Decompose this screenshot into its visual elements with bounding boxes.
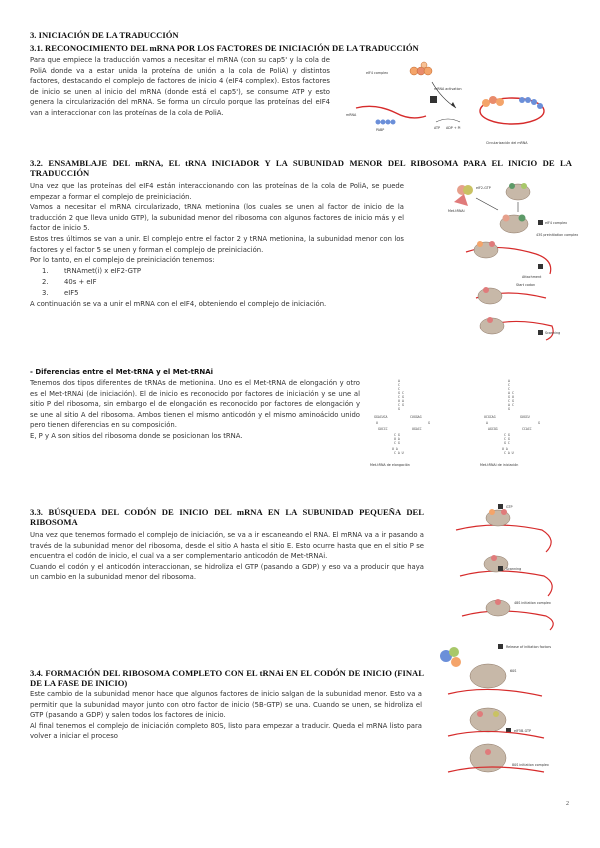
svg-text:C G: C G <box>394 441 400 445</box>
svg-text:C G: C G <box>504 437 510 441</box>
diff-body <box>30 378 360 442</box>
fig2-label-eif2: eIF2-GTP <box>476 186 491 190</box>
svg-text:A: A <box>508 403 510 407</box>
svg-text:G: G <box>508 395 510 399</box>
fig5-label-eif5b: eIF5B-GTP <box>514 729 532 733</box>
svg-text:G: G <box>398 391 400 395</box>
mrna-strand <box>448 689 542 696</box>
diff-subtitle: - Diferencias entre el Met-tRNA y el Met-tRNAi <box>30 368 214 376</box>
section-3-1-text: Para que empiece la traducción vamos a necesitar el mRNA (con su cap5' y la cola de PoliA donde va a estar unida la proteína de unión a la cola de PoliA) y distintos factores, destacando el complejo de factores de inicio 4 (eIF4 complex). Estos factores de inicio se unen al inicio del mRNA (donde está el cap5'), se consume ATP y esto genera la circularización del mRNA. Se forma un círculo porque las proteínas del eIF4 van a interaccionar con las proteínas de la cola de PoliA. <box>30 56 330 117</box>
svg-text:C: C <box>402 391 404 395</box>
svg-text:GUGCU: GUGCU <box>520 415 530 419</box>
page-number: 2 <box>566 801 569 807</box>
svg-text:C G: C G <box>394 433 400 437</box>
list-item: 1. tRNAmet(i) x eIF2-GTP <box>42 266 142 275</box>
large-subunit-icon <box>470 664 506 688</box>
fig2-label-start: Start codon <box>516 283 536 287</box>
svg-text:C: C <box>398 403 400 407</box>
eif4-complex-icon <box>410 62 432 75</box>
eif2-gtp-icon <box>457 185 473 195</box>
pabp-icon-right <box>519 97 543 109</box>
svg-text:U A: U A <box>502 447 508 451</box>
step-badge <box>538 220 543 225</box>
svg-text:U A: U A <box>394 437 400 441</box>
mrna-strand-left <box>356 106 426 118</box>
complex-attached-icon <box>474 241 498 258</box>
svg-text:A: A <box>402 399 404 403</box>
mrna-strand-2 <box>460 571 552 596</box>
svg-text:AGCGG: AGCGG <box>488 427 498 431</box>
svg-text:GUCCC: GUCCC <box>378 427 388 431</box>
fig4-label-scanning: Scanning <box>506 567 522 571</box>
fig1-label-mrna: mRNA <box>346 113 357 117</box>
list-item: 2. 40s + eIF <box>42 277 97 286</box>
section-3-3-body <box>30 530 424 583</box>
complex-scan-1-icon <box>486 509 510 526</box>
fig1-label-atp: ATP <box>434 126 441 130</box>
svg-text:G: G <box>402 395 404 399</box>
step-badge <box>538 330 543 335</box>
small-subunit-icon <box>506 183 530 200</box>
svg-text:U: U <box>398 399 400 403</box>
fig1-label-activation: mRNA activation <box>434 87 462 91</box>
svg-text:A: A <box>508 379 510 383</box>
fig1-label-pabp: PABP <box>376 128 385 132</box>
fig5-label-release: Release of initiation factors <box>506 645 552 649</box>
svg-text:U A: U A <box>392 447 398 451</box>
fig1-label-eif4: eIF4 complex <box>366 71 389 75</box>
svg-text:C: C <box>508 387 510 391</box>
figure-scanning <box>446 500 572 632</box>
section-3-3-title: 3.3. BÚSQUEDA DEL CODÓN DE INICIO DEL mRNA EN LA SUBUNIDAD PEQUEÑA DEL RIBOSOMA <box>30 507 424 527</box>
mrna-strand-3 <box>462 611 553 630</box>
pabp-icon-left <box>376 120 396 125</box>
svg-text:C: C <box>512 391 514 395</box>
section-3-2-p2: Vamos a necesitar el mRNA circularizado, tRNA metionina (los cuales se unen al factor de inicio de la traducción 2 que lleva unido GTP), la subunidad menor del ribosoma con algunos factores de inicio más y el factor de inicio 5. <box>30 203 404 233</box>
svg-text:UGACC: UGACC <box>412 427 422 431</box>
fig5-label-60s: 60S <box>510 669 517 673</box>
section-3-4-title: 3.4. FORMACIÓN DEL RIBOSOMA COMPLETO CON EL tRNAi EN EL CODÓN DE INICIO (FINAL DE LA FASE DE INICIO) <box>30 668 424 688</box>
svg-text:C A U: C A U <box>504 451 514 455</box>
complex-43s-icon <box>500 215 528 234</box>
figure-mrna-circularization <box>336 58 572 150</box>
chapter-heading: 3. INICIACIÓN DE LA TRADUCCIÓN <box>30 30 179 40</box>
eif4-bound-icon <box>482 96 504 107</box>
svg-text:C: C <box>508 383 510 387</box>
section-3-2-p3: Estos tres últimos se van a unir. El complejo entre el factor 2 y tRNA metionina, la subunidad menor con los factores y el factor 5 se unen y forman el complejo de preiniciación. <box>30 234 404 254</box>
svg-text:G C: G C <box>504 441 510 445</box>
preinitiation-list <box>42 266 404 300</box>
section-3-2-body <box>30 181 404 310</box>
arrow-a <box>476 198 498 210</box>
fig2-label-attachment: Attachment <box>522 275 542 279</box>
complex-final-icon <box>480 317 504 334</box>
svg-text:G: G <box>398 407 400 411</box>
complex-scan-2-icon <box>484 555 508 572</box>
svg-text:C: C <box>512 403 514 407</box>
svg-text:A: A <box>398 379 400 383</box>
atp-arrow <box>436 119 460 122</box>
svg-text:C: C <box>508 399 510 403</box>
svg-text:CUGGAG: CUGGAG <box>410 415 422 419</box>
diff-text: Tenemos dos tipos diferentes de tRNAs de metionina. Uno es el Met-tRNA de elongación y otro es el Met-tRNAi (de iniciación). El de inicio es reconocido por factores de iniciación y se une al sitio P del ribosoma, sin embargo el de elongación es reconocido por factores de elongación y se une al sitio A del ribosoma. Ambos tienen el mismo anticodón y el mismo aminoácido unido pero tienen diferencias en su composición. <box>30 379 360 430</box>
svg-text:G: G <box>428 421 430 425</box>
arrowhead <box>451 102 456 108</box>
step-badge <box>498 644 503 649</box>
released-factors-icon <box>440 647 461 667</box>
svg-text:U: U <box>512 395 514 399</box>
step-badge <box>538 264 543 269</box>
section-3-4-body <box>30 689 422 742</box>
section-3-1-title: 3.1. RECONOCIMIENTO DEL mRNA POR LOS FACTORES DE INICIACIÓN DE LA TRADUCCIÓN <box>30 43 419 53</box>
trna-elongation-caption: Met-tRNA de elongación <box>370 463 410 467</box>
section-3-2-p5: A continuación se va a unir el mRNA con el eIF4, obteniendo el complejo de iniciación. <box>30 300 327 309</box>
svg-text:G: G <box>508 407 510 411</box>
section-3-4-p1: Este cambio de la subunidad menor hace que algunos factores de inicio salgan de la subunidad menor. Esto va a permitir que la subunidad mayor junto con otro factor de inicio (5B-GTP) se una. Cuando se unen, se hidroliza el GTP (pasando a GDP) y salen todos los factores de inicio. <box>30 690 422 720</box>
trna-elongation-structure <box>374 379 430 455</box>
section-3-2-p4: Por lo tanto, en el complejo de preiniciación tenemos: <box>30 256 215 265</box>
section-3-2-title: 3.2. ENSAMBLAJE DEL mRNA, EL tRNA INICIADOR Y LA SUBUNIDAD MENOR DEL RIBOSOMA PARA EL INICIO DE LA TRADUCCIÓN <box>30 158 572 178</box>
step-badge <box>498 504 503 509</box>
fig4-label-48s: 48S initiation complex <box>514 601 551 605</box>
svg-text:C A U: C A U <box>394 451 404 455</box>
fig1-label-adp: ADP + Pi <box>446 126 461 130</box>
section-3-3-p1: Una vez que tenemos formado el complejo de iniciación, se va a ir escaneando el RNA. El mRNA va a ir pasando a través de la subunidad menor del ribosoma, desde el sitio A hasta el sitio E. Esto ocurre hasta que en el sitio P se encuentra el codón de inicio, el cual va a ser complementario anticodón de Met-tRNAi. <box>30 531 424 561</box>
svg-text:CCACC: CCACC <box>522 427 532 431</box>
complex-scanning-icon <box>478 287 502 304</box>
svg-text:G: G <box>512 399 514 403</box>
figure-preinitiation <box>446 180 579 348</box>
mrna-strand <box>456 525 551 552</box>
fig2-label-scan: Scanning <box>545 331 561 335</box>
svg-text:C G: C G <box>504 433 510 437</box>
svg-text:UCGCAG: UCGCAG <box>484 415 496 419</box>
svg-text:GGACUCA: GGACUCA <box>374 415 388 419</box>
list-item: 3. eIF5 <box>42 289 79 298</box>
svg-text:A: A <box>486 421 488 425</box>
figure-80s-ribosome <box>432 640 572 786</box>
figure-trna-structures <box>368 376 572 470</box>
svg-text:C: C <box>398 387 400 391</box>
met-trna-icon <box>454 194 468 206</box>
fig2-label-43s: 43S preinitiation complex <box>536 233 579 237</box>
svg-text:U: U <box>376 421 378 425</box>
complex-48s-icon <box>486 599 510 616</box>
fig4-label-gtp: GTP <box>506 505 513 509</box>
fig2-label-eif4: eIF4 complex <box>545 221 568 225</box>
step-badge <box>430 96 437 103</box>
svg-text:G: G <box>538 421 540 425</box>
section-3-2-p1: Una vez que las proteínas del eIF4 están interaccionando con las proteínas de la cola de PoliA, se puede empezar a formar el complejo de preiniciación. <box>30 182 404 201</box>
section-3-3-p2: Cuando el codón y el anticodón interaccionan, se hidroliza el GTP (pasando a GDP) y eso va a producir que haya un cambio en la subunidad menor del ribosoma. <box>30 562 424 582</box>
complex-assembly-icon <box>470 708 506 732</box>
fig5-label-80s: 80S initiation complex <box>512 763 549 767</box>
trna-initiator-structure <box>484 379 540 455</box>
svg-text:A: A <box>508 391 510 395</box>
section-3-4-p2: Al final tenemos el complejo de iniciación completo 80S, listo para empezar a traducir. Queda el mRNA listo para volver a iniciar el proceso <box>30 721 422 741</box>
trna-initiator-caption: Met-tRNAi de iniciación <box>480 463 519 467</box>
fig2-label-met: Met-tRNAi <box>448 209 465 213</box>
svg-text:C: C <box>398 383 400 387</box>
fig1-caption: Circularización del mRNA <box>486 141 528 145</box>
svg-text:C: C <box>398 395 400 399</box>
diff-text2: E, P y A son sitios del ribosoma donde se posicionan los tRNA. <box>30 431 243 440</box>
step-badge <box>498 566 503 571</box>
svg-text:G: G <box>402 403 404 407</box>
